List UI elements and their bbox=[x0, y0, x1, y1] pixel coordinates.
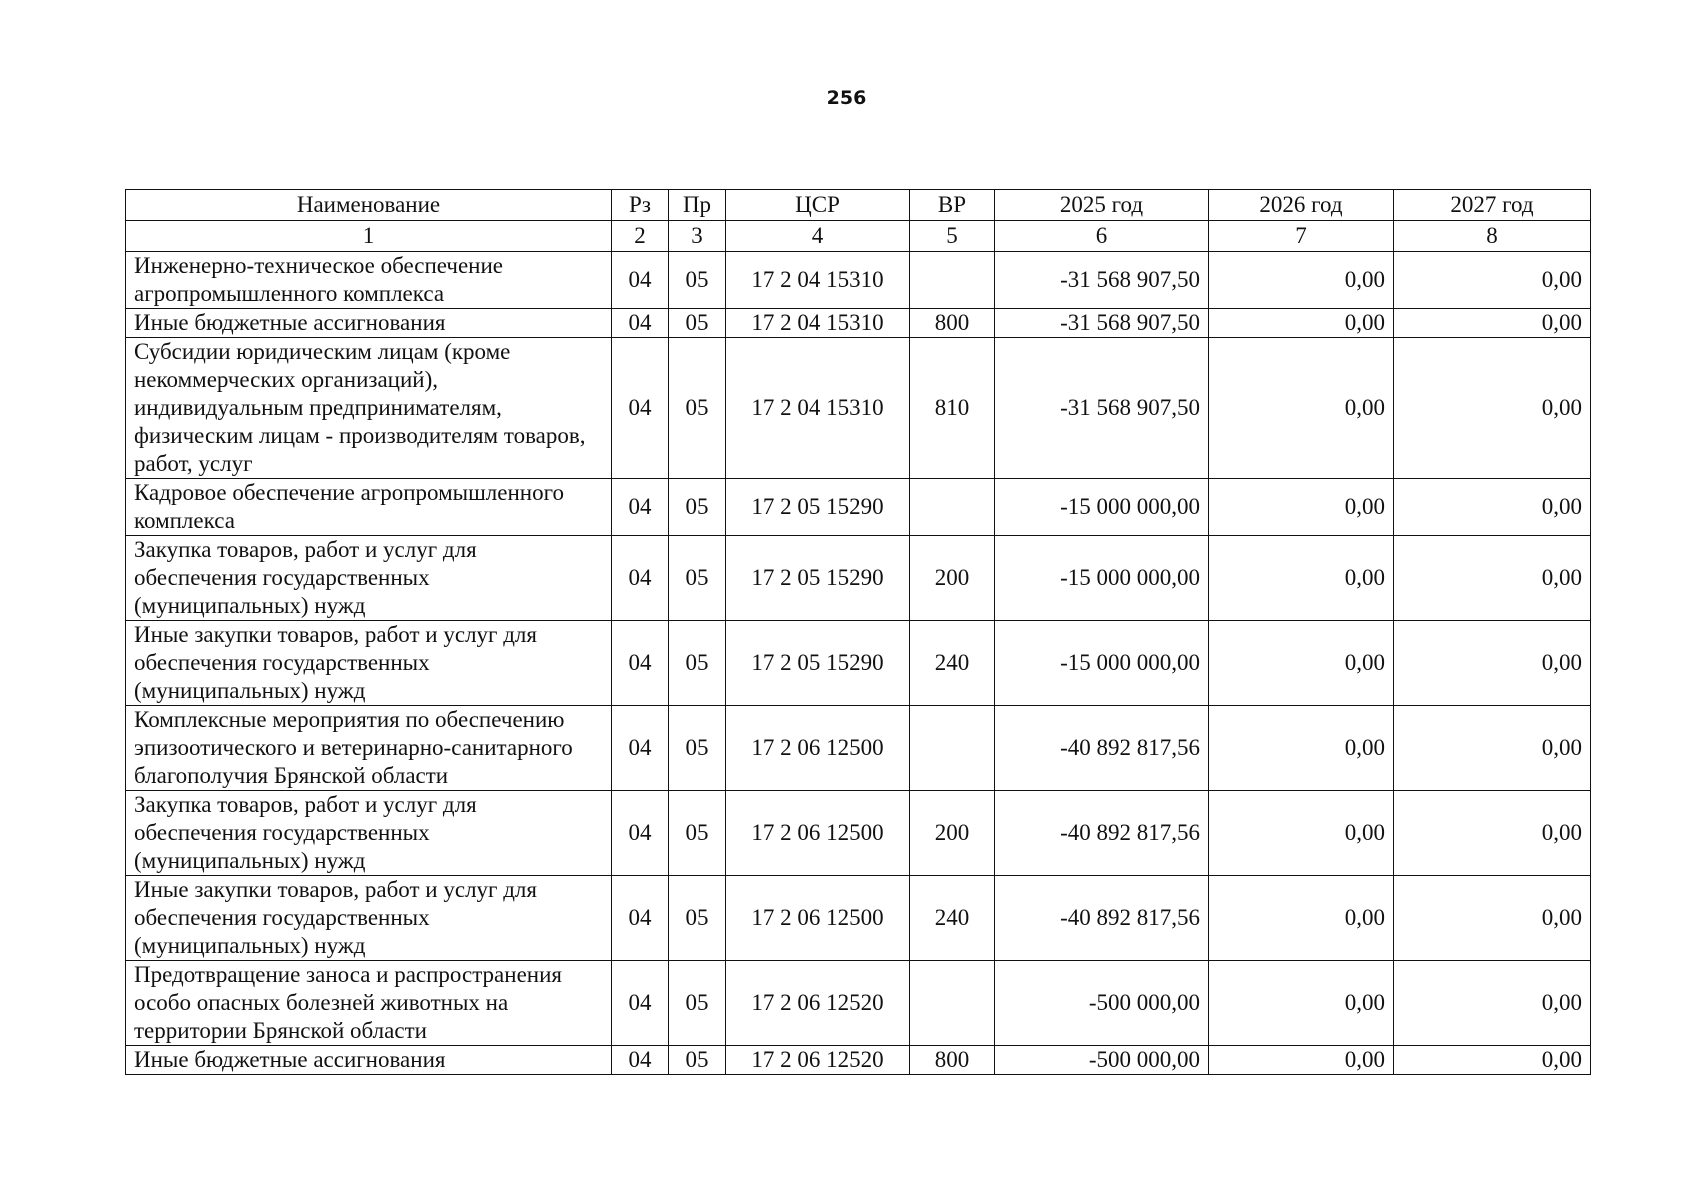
table-header-row bbox=[126, 190, 1591, 221]
column-number: 6 bbox=[995, 221, 1209, 252]
row-2025: -31 568 907,50 bbox=[995, 338, 1209, 479]
row-2027: 0,00 bbox=[1394, 252, 1591, 309]
row-vr: 200 bbox=[910, 791, 995, 876]
row-vr: 810 bbox=[910, 338, 995, 479]
row-vr bbox=[910, 479, 995, 536]
row-2025: -15 000 000,00 bbox=[995, 536, 1209, 621]
row-rz: 04 bbox=[612, 961, 669, 1046]
row-pr: 05 bbox=[669, 252, 726, 309]
header-name: Наименование bbox=[126, 190, 612, 221]
row-2027: 0,00 bbox=[1394, 621, 1591, 706]
row-vr: 800 bbox=[910, 1046, 995, 1075]
row-csr: 17 2 04 15310 bbox=[726, 338, 910, 479]
table-row bbox=[126, 706, 1591, 791]
header-csr: ЦСР bbox=[726, 190, 910, 221]
row-csr: 17 2 05 15290 bbox=[726, 479, 910, 536]
row-2025: -40 892 817,56 bbox=[995, 876, 1209, 961]
row-2026: 0,00 bbox=[1209, 479, 1394, 536]
row-vr bbox=[910, 706, 995, 791]
row-2025: -40 892 817,56 bbox=[995, 706, 1209, 791]
column-number: 4 bbox=[726, 221, 910, 252]
header-2027: 2027 год bbox=[1394, 190, 1591, 221]
table-row bbox=[126, 621, 1591, 706]
table-row bbox=[126, 961, 1591, 1046]
row-vr: 200 bbox=[910, 536, 995, 621]
header-2026: 2026 год bbox=[1209, 190, 1394, 221]
row-2027: 0,00 bbox=[1394, 309, 1591, 338]
row-name: Комплексные мероприятия по обеспечению эпизоотического и ветеринарно-санитарного благополучия Брянской области bbox=[126, 706, 612, 791]
row-2025: -500 000,00 bbox=[995, 961, 1209, 1046]
row-2026: 0,00 bbox=[1209, 338, 1394, 479]
row-name: Иные закупки товаров, работ и услуг для обеспечения государственных (муниципальных) нужд bbox=[126, 621, 612, 706]
row-pr: 05 bbox=[669, 309, 726, 338]
row-2027: 0,00 bbox=[1394, 961, 1591, 1046]
row-vr: 240 bbox=[910, 876, 995, 961]
row-csr: 17 2 06 12500 bbox=[726, 876, 910, 961]
row-pr: 05 bbox=[669, 536, 726, 621]
column-number: 5 bbox=[910, 221, 995, 252]
budget-table bbox=[125, 189, 1591, 1075]
row-pr: 05 bbox=[669, 338, 726, 479]
row-rz: 04 bbox=[612, 536, 669, 621]
column-number: 2 bbox=[612, 221, 669, 252]
row-2027: 0,00 bbox=[1394, 791, 1591, 876]
column-number: 3 bbox=[669, 221, 726, 252]
row-2026: 0,00 bbox=[1209, 961, 1394, 1046]
row-2026: 0,00 bbox=[1209, 252, 1394, 309]
table-row bbox=[126, 479, 1591, 536]
row-vr: 240 bbox=[910, 621, 995, 706]
header-rz: Рз bbox=[612, 190, 669, 221]
row-pr: 05 bbox=[669, 791, 726, 876]
row-2027: 0,00 bbox=[1394, 1046, 1591, 1075]
row-name: Кадровое обеспечение агропромышленного комплекса bbox=[126, 479, 612, 536]
row-vr: 800 bbox=[910, 309, 995, 338]
column-number: 7 bbox=[1209, 221, 1394, 252]
row-rz: 04 bbox=[612, 621, 669, 706]
row-name: Субсидии юридическим лицам (кроме некоммерческих организаций), индивидуальным предпринимателям, физическим лицам - производителям товаров, работ, услуг bbox=[126, 338, 612, 479]
row-name: Иные бюджетные ассигнования bbox=[126, 1046, 612, 1075]
row-2026: 0,00 bbox=[1209, 876, 1394, 961]
row-2026: 0,00 bbox=[1209, 706, 1394, 791]
row-name: Иные бюджетные ассигнования bbox=[126, 309, 612, 338]
row-2025: -15 000 000,00 bbox=[995, 479, 1209, 536]
row-csr: 17 2 05 15290 bbox=[726, 621, 910, 706]
column-number: 8 bbox=[1394, 221, 1591, 252]
row-name: Закупка товаров, работ и услуг для обеспечения государственных (муниципальных) нужд bbox=[126, 791, 612, 876]
row-pr: 05 bbox=[669, 961, 726, 1046]
row-csr: 17 2 06 12500 bbox=[726, 791, 910, 876]
header-vr: ВР bbox=[910, 190, 995, 221]
row-rz: 04 bbox=[612, 338, 669, 479]
table-row bbox=[126, 338, 1591, 479]
row-pr: 05 bbox=[669, 621, 726, 706]
row-2025: -15 000 000,00 bbox=[995, 621, 1209, 706]
column-number: 1 bbox=[126, 221, 612, 252]
row-name: Предотвращение заноса и распространения особо опасных болезней животных на территории Брянской области bbox=[126, 961, 612, 1046]
row-rz: 04 bbox=[612, 791, 669, 876]
row-pr: 05 bbox=[669, 706, 726, 791]
page-number: 256 bbox=[826, 87, 867, 109]
row-2025: -40 892 817,56 bbox=[995, 791, 1209, 876]
row-csr: 17 2 04 15310 bbox=[726, 252, 910, 309]
row-2027: 0,00 bbox=[1394, 876, 1591, 961]
row-2027: 0,00 bbox=[1394, 706, 1591, 791]
row-2026: 0,00 bbox=[1209, 1046, 1394, 1075]
row-rz: 04 bbox=[612, 252, 669, 309]
table-row bbox=[126, 536, 1591, 621]
row-csr: 17 2 06 12520 bbox=[726, 1046, 910, 1075]
header-pr: Пр bbox=[669, 190, 726, 221]
row-2027: 0,00 bbox=[1394, 479, 1591, 536]
row-name: Иные закупки товаров, работ и услуг для обеспечения государственных (муниципальных) нужд bbox=[126, 876, 612, 961]
header-2025: 2025 год bbox=[995, 190, 1209, 221]
row-2026: 0,00 bbox=[1209, 309, 1394, 338]
row-csr: 17 2 06 12520 bbox=[726, 961, 910, 1046]
column-number-row bbox=[126, 221, 1591, 252]
row-csr: 17 2 06 12500 bbox=[726, 706, 910, 791]
row-2026: 0,00 bbox=[1209, 791, 1394, 876]
table-row bbox=[126, 1046, 1591, 1075]
row-rz: 04 bbox=[612, 1046, 669, 1075]
row-2027: 0,00 bbox=[1394, 536, 1591, 621]
row-pr: 05 bbox=[669, 876, 726, 961]
row-2026: 0,00 bbox=[1209, 621, 1394, 706]
row-2025: -31 568 907,50 bbox=[995, 252, 1209, 309]
row-vr bbox=[910, 252, 995, 309]
row-csr: 17 2 05 15290 bbox=[726, 536, 910, 621]
table-row bbox=[126, 252, 1591, 309]
row-2025: -500 000,00 bbox=[995, 1046, 1209, 1075]
row-rz: 04 bbox=[612, 479, 669, 536]
row-pr: 05 bbox=[669, 479, 726, 536]
row-rz: 04 bbox=[612, 706, 669, 791]
table-row bbox=[126, 876, 1591, 961]
row-2026: 0,00 bbox=[1209, 536, 1394, 621]
row-name: Инженерно-техническое обеспечение агропромышленного комплекса bbox=[126, 252, 612, 309]
table-row bbox=[126, 791, 1591, 876]
row-pr: 05 bbox=[669, 1046, 726, 1075]
row-name: Закупка товаров, работ и услуг для обеспечения государственных (муниципальных) нужд bbox=[126, 536, 612, 621]
row-csr: 17 2 04 15310 bbox=[726, 309, 910, 338]
row-vr bbox=[910, 961, 995, 1046]
row-rz: 04 bbox=[612, 309, 669, 338]
row-rz: 04 bbox=[612, 876, 669, 961]
table-row bbox=[126, 309, 1591, 338]
row-2027: 0,00 bbox=[1394, 338, 1591, 479]
row-2025: -31 568 907,50 bbox=[995, 309, 1209, 338]
